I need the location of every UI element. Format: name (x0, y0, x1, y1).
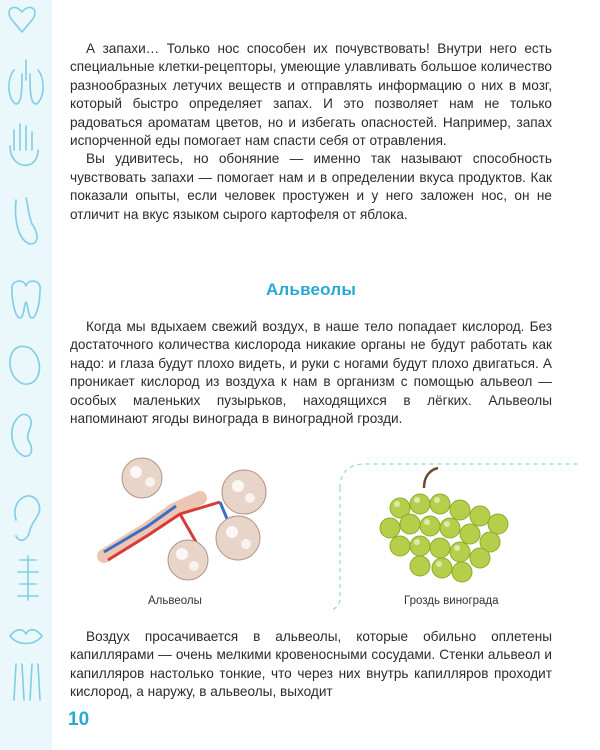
organ-icon (10, 346, 40, 384)
foot-icon (16, 198, 37, 244)
grapes-caption: Гроздь винограда (404, 595, 499, 607)
page-number: 10 (68, 709, 90, 730)
intro-section (70, 40, 552, 224)
lungs-icon (9, 60, 43, 104)
hand-icon (10, 124, 38, 165)
figure-area (70, 448, 590, 618)
legs-icon (14, 664, 40, 700)
figure-divider (340, 464, 580, 488)
alveoli-caption: Альвеолы (148, 595, 202, 607)
alveoli-section (70, 318, 552, 428)
heart-icon (9, 7, 35, 32)
alveoli-illustration (104, 458, 266, 580)
figures-svg (70, 448, 590, 618)
spine-icon (18, 556, 38, 600)
paragraph-smell: А запахи… Только нос способен их почувствовать! Внутри него есть специальные клетки-рецепторы, умеющие улавливать большое количество разнообразных летучих веществ и отправлять информацию о них в мозг, который быстро определяет запах. И это позволяет нам не только радоваться ароматам цветов, но и избегать опасностей. Например, запах испорченной еды помогает нам спасти себя от отравления. (70, 41, 552, 149)
paragraph-taste: Вы удивитесь, но обоняние — именно так называют способность чувствовать запахи — помогает нам и в определении вкуса продуктов. Как показали опыты, если человек простужен и у него заложен нос, он не отличит на вкус языком сырого картофеля от яблока. (70, 151, 552, 222)
section-heading: Альвеолы (265, 280, 357, 299)
margin-decoration (0, 0, 52, 750)
lips-icon (10, 630, 42, 644)
bottom-section (70, 628, 552, 702)
paragraph-alveoli: Когда мы вдыхаем свежий воздух, в наше тело попадает кислород. Без достаточного количества кислорода никакие органы не будут работать как надо: и глаза будут плохо видеть, и руки с ногами будут плохо двигаться. А проникает кислород из воздуха к нам в организм с помощью альвеол — особых маленьких пузырьков, находящихся в лёгких. Альвеолы напоминают ягоды винограда в виноградной грозди. (70, 319, 552, 427)
grapes-illustration (380, 468, 508, 582)
paragraph-capillaries: Воздух просачивается в альвеолы, которые обильно оплетены капиллярами — очень мелкими кровеносными сосудами. Стенки альвеол и капилляров настолько тонкие, что через них внутрь капилляров проходит кислород, а наружу, в альвеолы, выходит (70, 629, 552, 700)
ear-icon (15, 496, 40, 540)
tooth-icon (12, 281, 40, 318)
kidney-icon (12, 414, 32, 456)
alveolus-cluster (122, 458, 266, 580)
anatomy-icons (0, 0, 52, 750)
